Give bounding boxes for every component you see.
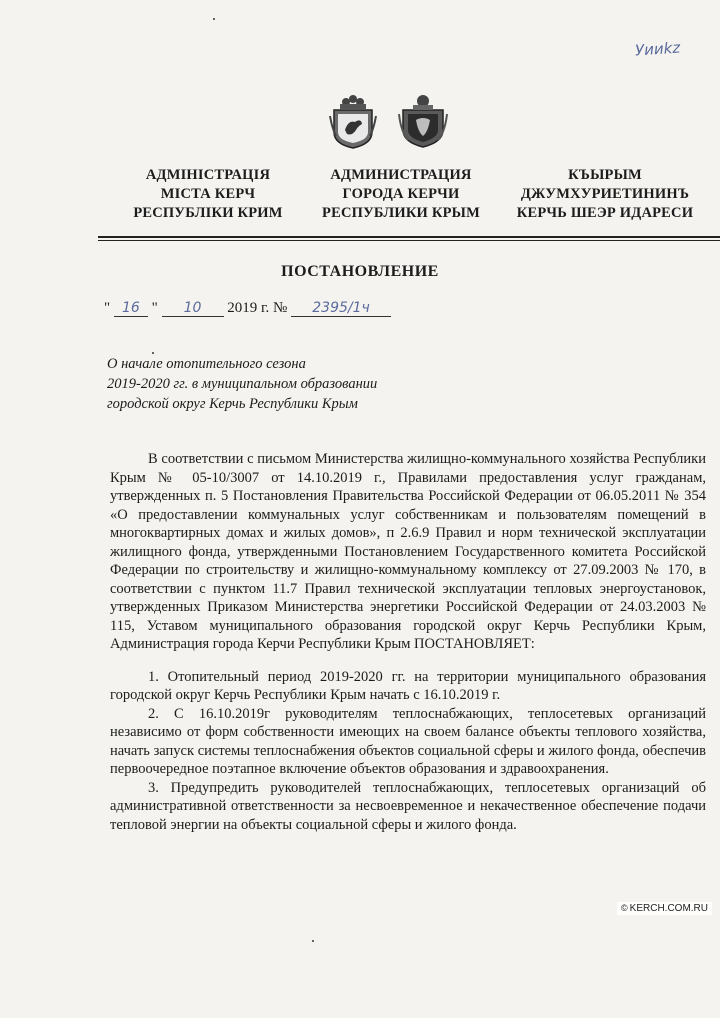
kerch-coat-of-arms-icon bbox=[398, 92, 448, 150]
copyright-icon: © bbox=[621, 903, 628, 913]
numbered-item: 2. С 16.10.2019г руководителям теплоснабжающих, теплосетевых организаций независимо от форм собственности имеющих на своем балансе объекты теплового хозяйства, начать запуск системы теплоснабжения объектов социальной сферы и жилого фонда, обеспечив первоочередное поэтапное включение объектов образования и здравоохранения. bbox=[110, 705, 706, 777]
subject-line: О начале отопительного сезона bbox=[107, 356, 306, 372]
scan-speck bbox=[213, 18, 215, 20]
watermark bbox=[617, 902, 712, 915]
header-ukrainian bbox=[118, 166, 298, 223]
quote-open: " bbox=[104, 300, 111, 316]
header-divider-thin bbox=[98, 240, 720, 241]
date-number-line bbox=[104, 300, 391, 317]
header-line: ДЖУМХУРИЕТИНИНЪ bbox=[520, 186, 690, 202]
header-line: КЕРЧЬ ШЕЭР ИДАРЕСИ bbox=[516, 205, 694, 221]
header-russian bbox=[306, 166, 496, 223]
scan-speck bbox=[152, 352, 154, 354]
preamble-paragraph: В соответствии с письмом Министерства жилищно-коммунального хозяйства Республики Крым № 05-10/3007 от 14.10.2019 г., Правилами предоставления услуг гражданам, утвержденных п. 5 Постановления Правительства Российской Федерации от 06.05.2011 № 354 «О предоставлении коммунальных услуг собственникам и пользователям помещений в многоквартирных домах и жилых домов», п 2.6.9 Правил и норм технической эксплуатации жилищного фонда, утвержденными Постановлением Государственного комитета Российской Федерации по строительству и жилищно-коммунальному комплексу от 27.09.2003 № 170, в соответствии с пунктом 11.7 Правил технической эксплуатации тепловых энергоустановок, утвержденных Приказом Министерства энергетики Российской Федерации от 24.03.2003 № 115, Уставом муниципального образования городской округ Керчь Республики Крым, Администрация города Керчи Республики Крым ПОСТАНОВЛЯЕТ: bbox=[110, 451, 706, 652]
header-line: РЕСПУБЛИКИ КРЫМ bbox=[322, 205, 480, 221]
header-divider bbox=[98, 236, 720, 238]
numbered-item: 1. Отопительный период 2019-2020 гг. на территории муниципального образования городской округ Керчь Республики Крым начать с 16.10.2019 г. bbox=[110, 668, 706, 703]
subject-line: 2019-2020 гг. в муниципальном образовании bbox=[107, 376, 378, 392]
quote-close: " bbox=[151, 300, 158, 316]
crimea-coat-of-arms-icon bbox=[328, 92, 378, 150]
header-line: РЕСПУБЛІКИ КРИМ bbox=[133, 205, 283, 221]
header-line: АДМІНІСТРАЦІЯ bbox=[145, 167, 271, 183]
watermark-text: KERCH.COM.RU bbox=[629, 903, 708, 914]
header-line: АДМИНИСТРАЦИЯ bbox=[330, 167, 472, 183]
scan-speck bbox=[312, 940, 314, 942]
header-line: МІСТА КЕРЧ bbox=[160, 186, 256, 202]
header-line: КЪЫРЫМ bbox=[568, 167, 642, 183]
document-body bbox=[110, 450, 706, 834]
handwritten-corner-note: Уииkz bbox=[634, 38, 681, 60]
header-crimean-tatar bbox=[505, 166, 705, 223]
date-day: 16 bbox=[114, 300, 148, 317]
date-month: 10 bbox=[162, 300, 224, 317]
subject-line: городской округ Керчь Республики Крым bbox=[107, 396, 358, 412]
header-line: ГОРОДА КЕРЧИ bbox=[342, 186, 460, 202]
document-subject bbox=[107, 354, 377, 414]
numbered-item: 3. Предупредить руководителей теплоснабжающих, теплосетевых организаций об административной ответственности за несвоевременное и некачественное обеспечение подачи тепловой энергии на объекты социальной сферы и жилого фонда. bbox=[110, 779, 706, 833]
date-year-label: 2019 г. № bbox=[227, 300, 288, 316]
document-title: ПОСТАНОВЛЕНИЕ bbox=[281, 263, 439, 280]
document-number: 2395/1ч bbox=[291, 300, 391, 317]
